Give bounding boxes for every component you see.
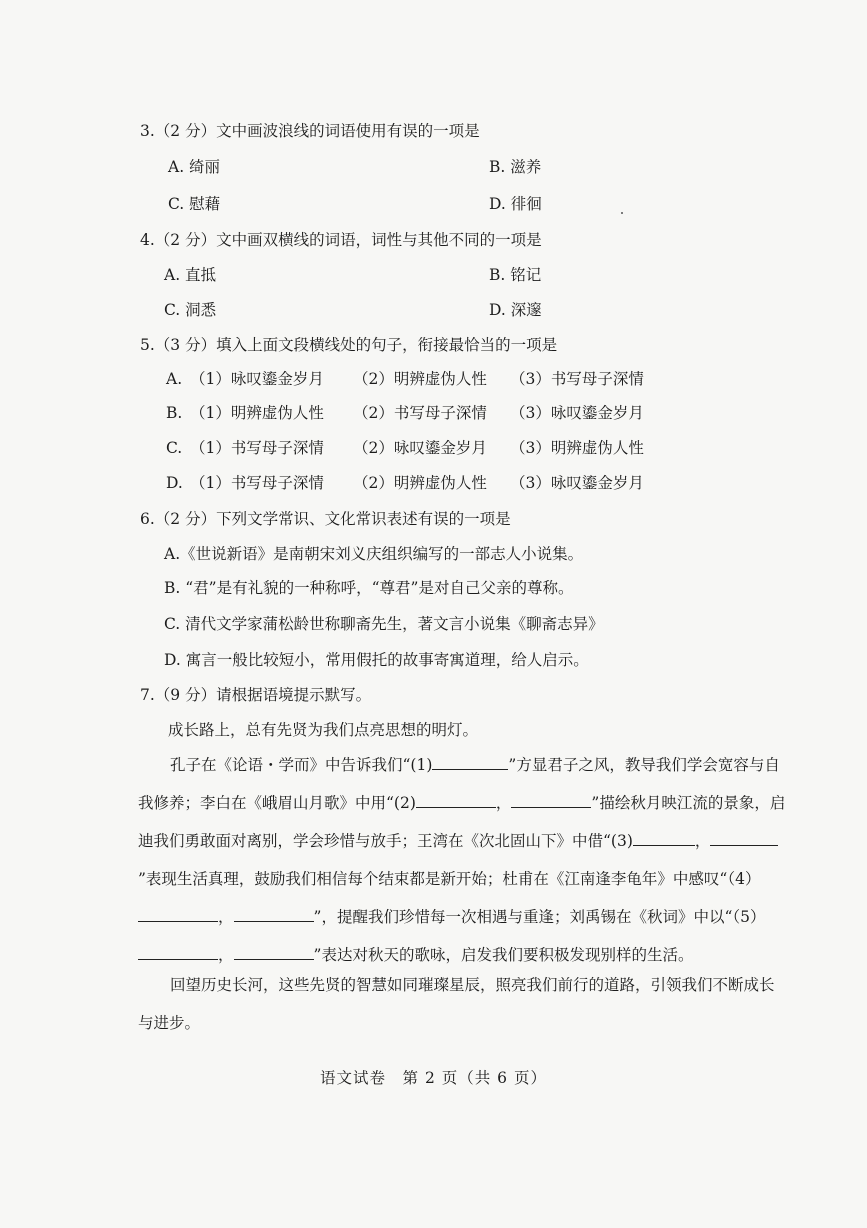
blank-2a[interactable]: [416, 793, 496, 808]
question-3-option-a: A. 绮丽: [168, 158, 221, 176]
question-6-option-a: A.《世说新语》是南朝宋刘义庆组织编写的一部志人小说集。: [164, 545, 584, 563]
question-5-option-b-part-3: （3）咏叹鎏金岁月: [510, 404, 644, 422]
question-6-option-d: D. 寓言一般比较短小，常用假托的故事寄寓道理，给人启示。: [164, 651, 589, 669]
blank-1[interactable]: [432, 755, 508, 770]
question-5-option-d-part-3: （3）咏叹鎏金岁月: [510, 474, 644, 492]
question-4-option-a: A. 直抵: [164, 266, 217, 284]
question-6-option-c: C. 清代文学家蒲松龄世称聊斋先生，著文言小说集《聊斋志异》: [164, 615, 604, 633]
question-5-option-b-label: B.: [166, 404, 183, 422]
question-6-option-b: B. “君”是有礼貌的一种称呼，“尊君”是对自己父亲的尊称。: [164, 579, 574, 597]
question-7-intro: 成长路上，总有先贤为我们点亮思想的明灯。: [168, 721, 479, 739]
passage-segment-1: 孔子在《论语・学而》中告诉我们“(1): [170, 756, 433, 774]
passage-comma-5: ，: [218, 946, 234, 964]
question-5-option-a-part-3: （3）书写母子深情: [510, 370, 644, 388]
question-5-option-c-part-3: （3）明辨虚伪人性: [510, 439, 644, 457]
question-5-option-d-part-1: （1）书写母子深情: [190, 474, 324, 492]
question-4-option-b: B. 铭记: [489, 266, 542, 284]
question-3-option-b: B. 滋养: [489, 158, 542, 176]
question-5-option-b-part-2: （2）书写母子深情: [353, 404, 487, 422]
blank-2b[interactable]: [511, 793, 591, 808]
scan-speck: [621, 212, 623, 214]
question-4-option-d: D. 深邃: [489, 301, 542, 319]
question-6-stem: 6.（2 分）下列文学常识、文化常识表述有误的一项是: [140, 510, 511, 528]
question-5-option-d-part-2: （2）明辨虚伪人性: [353, 474, 487, 492]
question-4-option-c: C. 洞悉: [164, 301, 217, 319]
question-3-option-d: D. 徘徊: [489, 195, 542, 213]
question-7-closing: 回望历史长河，这些先贤的智慧如同璀璨星辰，照亮我们前行的道路，引领我们不断成长与进步。: [138, 976, 775, 1032]
question-7-stem: 7.（9 分）请根据语境提示默写。: [140, 686, 372, 704]
question-5-option-c-label: C.: [166, 439, 183, 457]
passage-comma-2: ，: [495, 794, 512, 812]
passage-segment-3: ”描绘秋月映江流的景象，启迪我们勇敢面对离别，学会珍惜与放手；王湾在《次北固山下》中借“(3): [138, 794, 786, 850]
passage-segment-4: ”表现生活真理，鼓励我们相信每个结束都是新开始；杜甫在《江南逢李龟年》中感叹“（4）: [138, 870, 761, 888]
blank-3b[interactable]: [710, 831, 778, 846]
question-5-stem: 5.（3 分）填入上面文段横线处的句子，衔接最恰当的一项是: [140, 336, 558, 354]
question-5-option-c-part-2: （2）咏叹鎏金岁月: [353, 439, 487, 457]
blank-4b[interactable]: [234, 907, 314, 922]
passage-segment-6: ”表达对秋天的歌咏，启发我们要积极发现别样的生活。: [313, 946, 694, 964]
blank-5b[interactable]: [234, 945, 314, 960]
question-5-option-a-label: A.: [166, 370, 183, 388]
question-5-option-c-part-1: （1）书写母子深情: [190, 439, 324, 457]
question-4-stem: 4.（2 分）文中画双横线的词语，词性与其他不同的一项是: [140, 231, 542, 249]
question-3-stem: 3.（2 分）文中画波浪线的词语使用有误的一项是: [140, 122, 480, 140]
question-5-option-a-part-2: （2）明辨虚伪人性: [353, 370, 487, 388]
question-5-option-b-part-1: （1）明辨虚伪人性: [190, 404, 324, 422]
passage-comma-4: ，: [218, 908, 234, 926]
passage-comma-3: ，: [694, 832, 711, 850]
question-3-option-c: C. 慰藉: [168, 195, 221, 213]
question-5-option-a-part-1: （1）咏叹鎏金岁月: [190, 370, 324, 388]
passage-segment-2: ”方显君子之风，教导我们学会宽容与自我修养；李白在《峨眉山月歌》中用“(2): [138, 756, 780, 812]
question-5-option-d-label: D.: [166, 474, 183, 492]
blank-3a[interactable]: [633, 831, 695, 846]
page-footer: 语文试卷 第 2 页（共 6 页）: [320, 1069, 547, 1087]
question-7-passage: [138, 746, 786, 974]
blank-4a[interactable]: [138, 907, 218, 922]
passage-segment-5: ”，提醒我们珍惜每一次相遇与重逢；刘禹锡在《秋词》中以“（5）: [313, 908, 766, 926]
blank-5a[interactable]: [138, 945, 218, 960]
